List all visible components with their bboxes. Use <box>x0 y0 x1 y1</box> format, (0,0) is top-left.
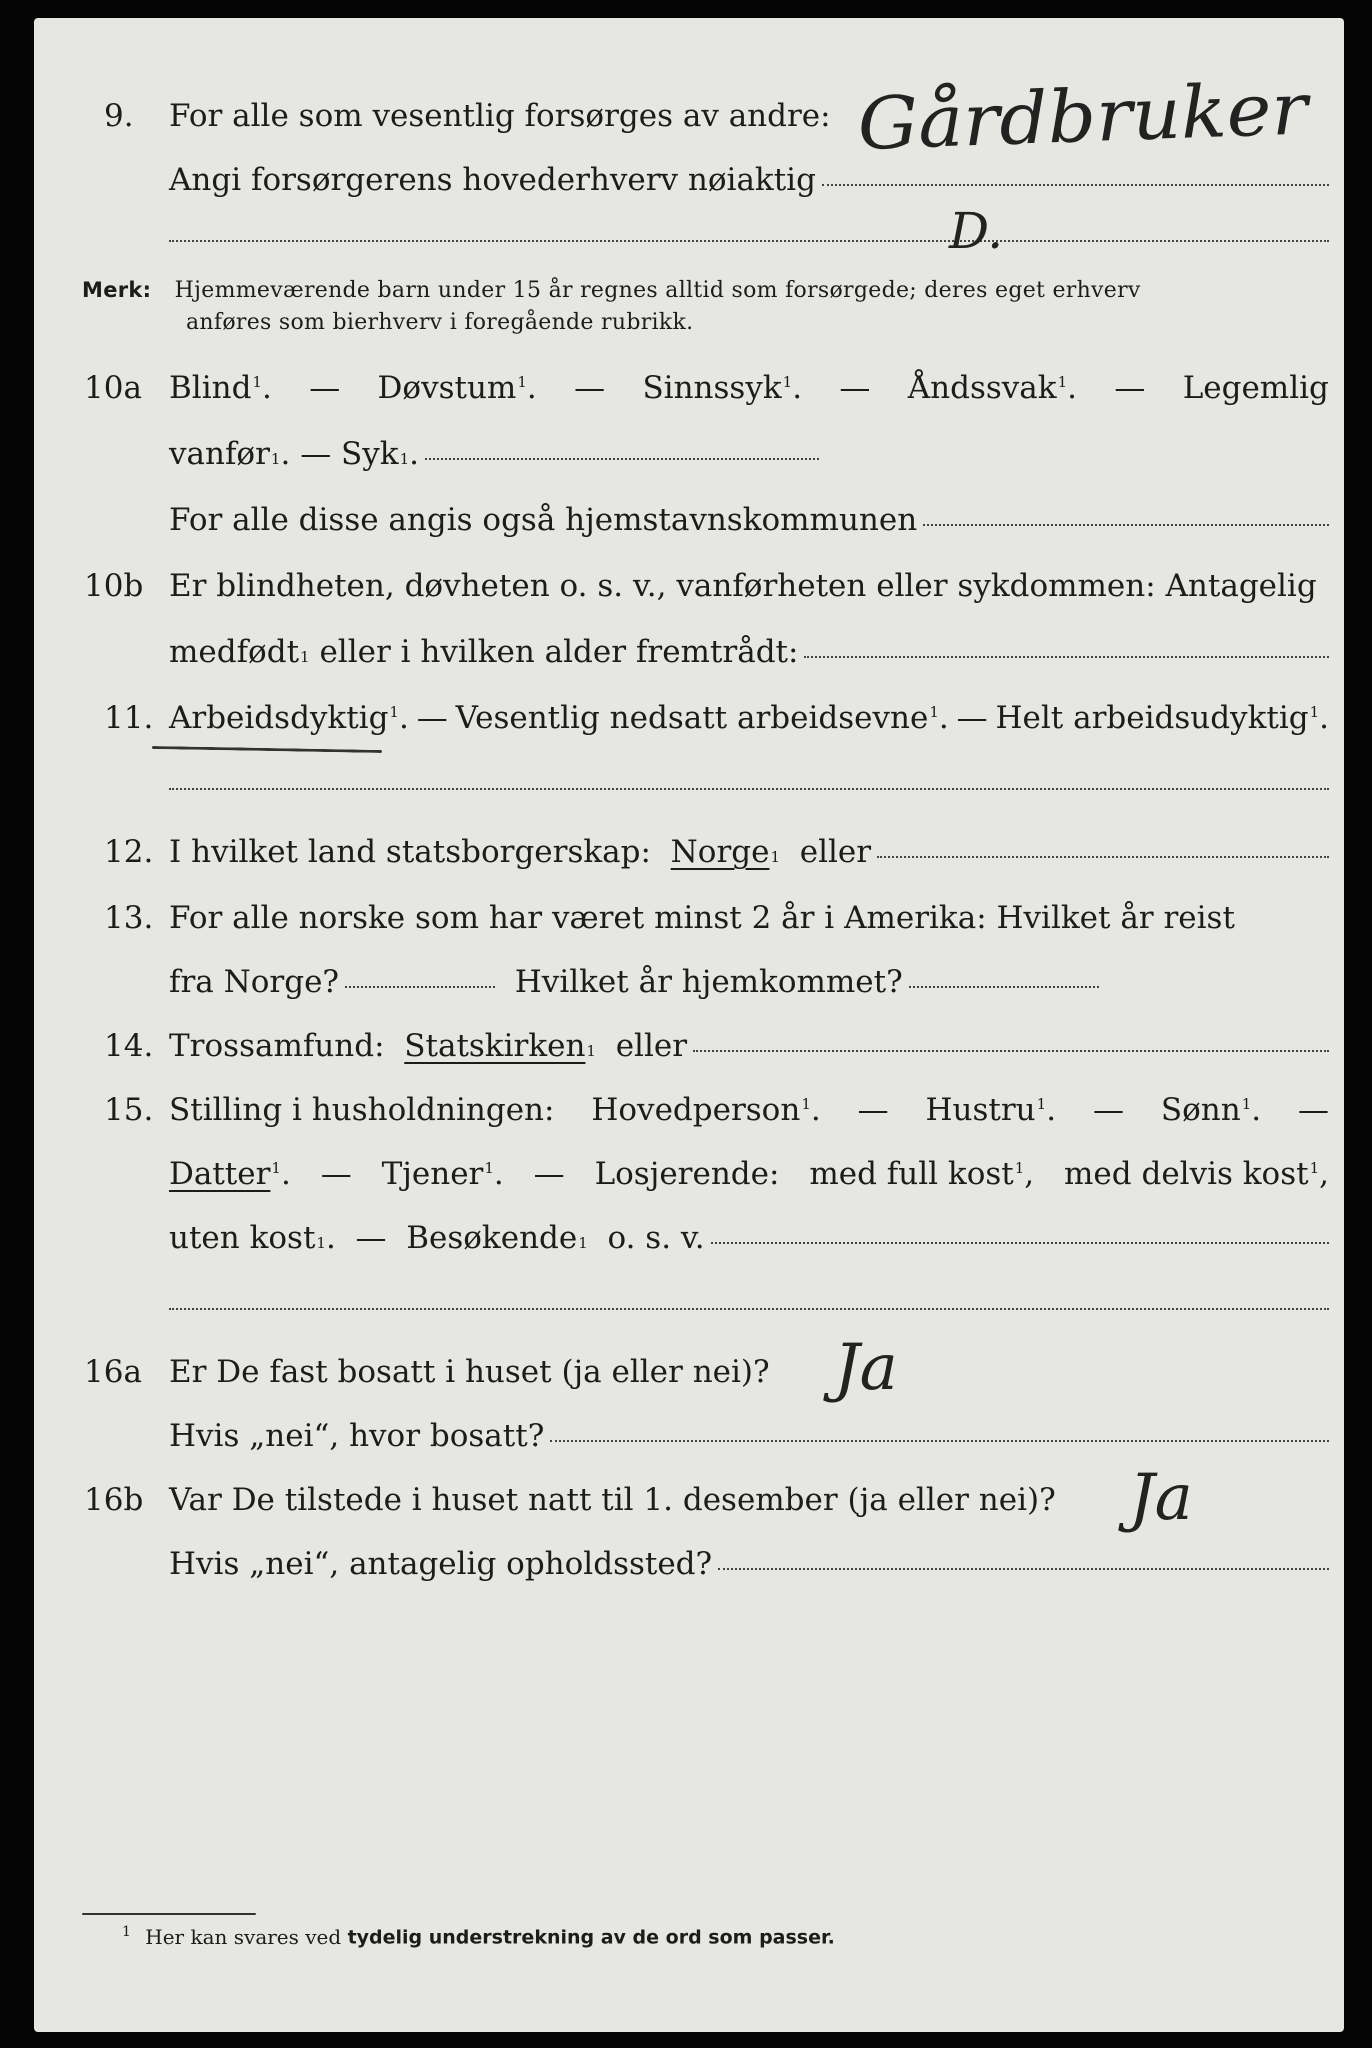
q11-line1: Arbeidsdyktig$^1$. — Vesentlig nedsatt arbeidsevne$^1$. — Helt arbeidsudyktig$^1$. <box>169 700 1329 736</box>
q16b-number: 16b <box>84 1482 144 1518</box>
q16a-handwritten-answer: Ja <box>834 1331 898 1405</box>
q15-datter-underlined: Datter <box>169 1156 271 1192</box>
footnote: $^1$ Her kan svares ved tydelig understrekning av de ord som passer. <box>122 1924 835 1949</box>
q12-line1: I hvilket land statsborgerskap: Norge 1 eller <box>169 834 1329 870</box>
q16b-handwritten-answer: Ja <box>1129 1461 1193 1535</box>
q10a-number: 10a <box>84 370 142 406</box>
q15-answer-line <box>169 1308 1329 1310</box>
q14-statskirken-underlined: Statskirken <box>404 1028 586 1064</box>
q9-handwritten-note: D. <box>949 202 1004 260</box>
q15-line1: Stilling i husholdningen: Hovedperson$^1$. — Hustru$^1$. — Sønn$^1$. — <box>169 1092 1329 1128</box>
q16a-line1: Er De fast bosatt i huset (ja eller nei)? <box>169 1354 770 1390</box>
merk-note-line1: Merk: Hjemmeværende barn under 15 år regnes alltid som forsørgede; deres eget erhverv <box>82 278 1141 303</box>
q16a-line2: Hvis „nei“, hvor bosatt? <box>169 1418 1329 1454</box>
q12-norge-underlined: Norge <box>670 834 770 870</box>
q10a-line2: vanfør 1 . — Syk 1 . <box>169 436 819 472</box>
q10a-line3: For alle disse angis også hjemstavnskommunen <box>169 502 1329 538</box>
footnote-rule <box>82 1913 256 1915</box>
q10b-line2: medfødt 1 eller i hvilken alder fremtrådt: <box>169 634 1329 670</box>
q15-line3: uten kost 1 . — Besøkende 1 o. s. v. <box>169 1220 1329 1256</box>
q14-line1: Trossamfund: Statskirken 1 eller <box>169 1028 1329 1064</box>
q9-extra-answer-line <box>169 240 1329 242</box>
q16b-line2: Hvis „nei“, antagelig opholdssted? <box>169 1546 1329 1582</box>
q9-line2: Angi forsørgerens hovederhverv nøiaktig <box>169 162 1329 198</box>
q15-number: 15. <box>104 1092 154 1128</box>
q12-number: 12. <box>104 834 154 870</box>
q10b-line1: Er blindheten, døvheten o. s. v., vanførheten eller sykdommen: Antagelig <box>169 568 1317 604</box>
q16b-line1: Var De tilstede i huset natt til 1. desember (ja eller nei)? <box>169 1482 1056 1518</box>
q13-number: 13. <box>104 900 154 936</box>
merk-note-line2: anføres som bierhverv i foregående rubrikk. <box>186 310 694 335</box>
q10b-number: 10b <box>84 568 144 604</box>
q11-answer-line <box>169 788 1329 790</box>
q16a-number: 16a <box>84 1354 142 1390</box>
merk-label: Merk: <box>82 278 152 302</box>
q11-number: 11. <box>104 700 154 736</box>
q9-handwritten-occupation: Gårdbruker <box>856 66 1309 166</box>
q13-line2: fra Norge? Hvilket år hjemkommet? <box>169 964 1099 1000</box>
q9-line1: For alle som vesentlig forsørges av andre: <box>169 98 831 134</box>
census-form-page <box>34 18 1344 2032</box>
q9-number: 9. <box>104 98 134 134</box>
q14-number: 14. <box>104 1028 154 1064</box>
q15-line2: Datter$^1$. — Tjener$^1$. — Losjerende: med full kost$^1$, med delvis kost$^1$, <box>169 1156 1329 1192</box>
answer-dotted-line <box>822 184 1329 186</box>
q10a-line1: Blind$^1$. — Døvstum$^1$. — Sinnssyk$^1$. — Åndssvak$^1$. — Legemlig <box>169 370 1329 406</box>
q11-handwritten-underline <box>152 746 382 753</box>
q13-line1: For alle norske som har været minst 2 år i Amerika: Hvilket år reist <box>169 900 1235 936</box>
